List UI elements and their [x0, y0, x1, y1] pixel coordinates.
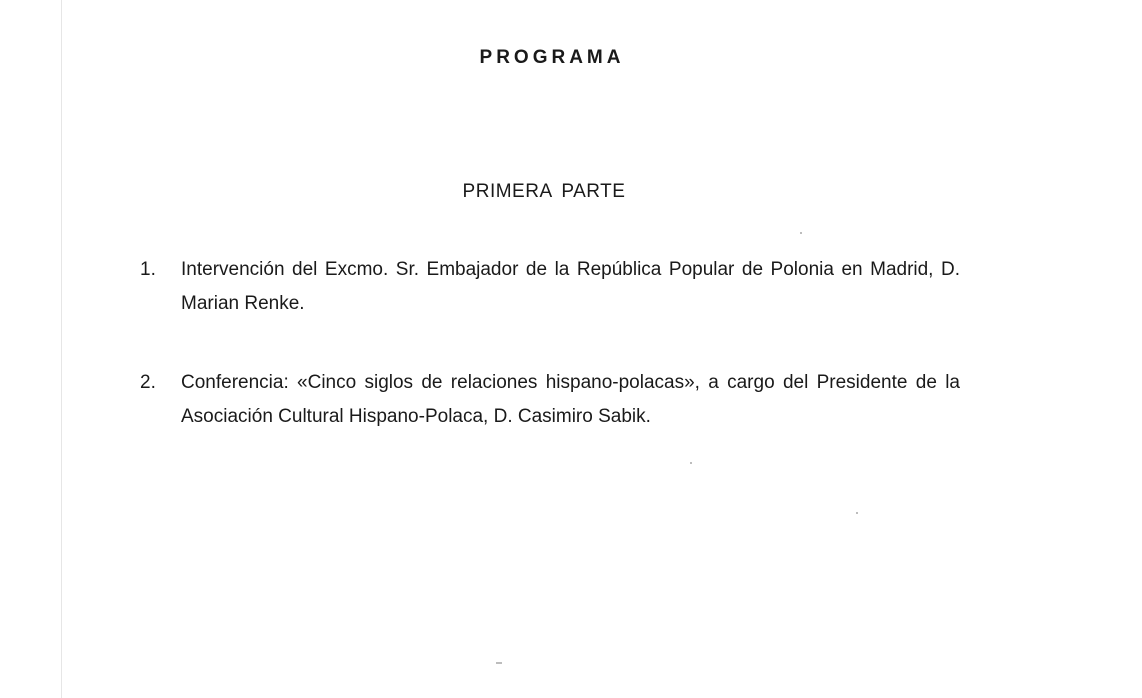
scan-speck — [800, 232, 802, 234]
program-title: PROGRAMA — [479, 47, 625, 68]
program-item-number: 1. — [140, 259, 156, 280]
page-left-edge — [61, 0, 62, 698]
program-item-text: Conferencia: «Cinco siglos de relaciones hispano-polacas», a cargo del Presidente de la Asociación Cultural Hispano-Polaca, D. Casimiro Sabik. — [181, 372, 960, 427]
scan-speck — [856, 512, 858, 514]
program-item-1 — [140, 253, 960, 321]
program-item-2 — [140, 366, 960, 434]
part-heading: PRIMERA PARTE — [462, 181, 626, 202]
program-item-text: Intervención del Excmo. Sr. Embajador de la República Popular de Polonia en Madrid, D. Marian Renke. — [181, 259, 960, 314]
scan-speck — [496, 662, 502, 664]
scan-speck — [690, 462, 692, 464]
program-item-number: 2. — [140, 372, 156, 393]
